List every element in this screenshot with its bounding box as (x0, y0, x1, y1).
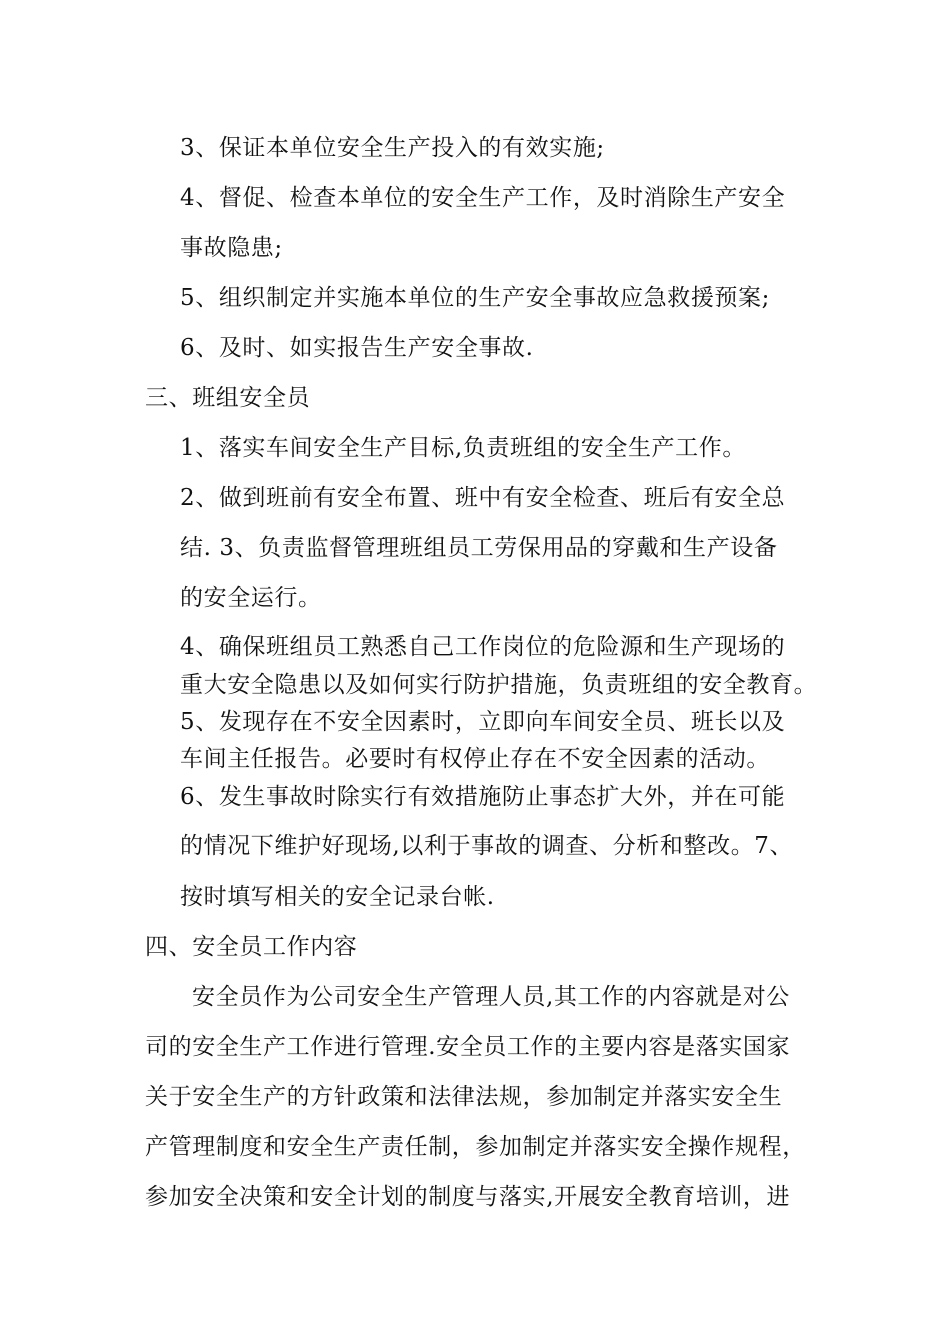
team-duty-line: 重大安全隐患以及如何实行防护措施，负责班组的安全教育。 (180, 672, 818, 698)
team-duty-line: 的安全运行。 (180, 585, 322, 611)
duty-item-5: 5、组织制定并实施本单位的生产安全事故应急救援预案; (180, 285, 770, 311)
section-heading-safety-officer-work: 四、安全员工作内容 (145, 934, 358, 960)
team-duty-line: 的情况下维护好现场,以利于事故的调查、分析和整改。7、 (180, 833, 794, 859)
team-duty-line: 结. 3、负责监督管理班组员工劳保用品的穿戴和生产设备 (180, 535, 778, 561)
body-paragraph-line: 产管理制度和安全生产责任制，参加制定并落实安全操作规程， (145, 1134, 806, 1160)
body-paragraph-line: 安全员作为公司安全生产管理人员,其工作的内容就是对公 (192, 984, 790, 1010)
team-duty-line: 2、做到班前有安全布置、班中有安全检查、班后有安全总 (180, 485, 786, 511)
body-paragraph-line: 关于安全生产的方针政策和法律法规，参加制定并落实安全生 (145, 1084, 783, 1110)
team-duty-line: 1、落实车间安全生产目标,负责班组的安全生产工作。 (180, 435, 746, 461)
body-paragraph-line: 司的安全生产工作进行管理.安全员工作的主要内容是落实国家 (145, 1034, 791, 1060)
team-duty-line: 6、发生事故时除实行有效措施防止事态扩大外，并在可能 (180, 784, 786, 810)
team-duty-line: 5、发现存在不安全因素时，立即向车间安全员、班长以及 (180, 709, 786, 735)
duty-item-6: 6、及时、如实报告生产安全事故. (180, 335, 534, 361)
body-paragraph-line: 参加安全决策和安全计划的制度与落实,开展安全教育培训，进 (145, 1184, 791, 1210)
duty-item-3: 3、保证本单位安全生产投入的有效实施; (180, 135, 605, 161)
section-heading-team-safety-officer: 三、班组安全员 (145, 385, 311, 411)
duty-item-4-cont: 事故隐患; (180, 235, 283, 261)
team-duty-line: 按时填写相关的安全记录台帐. (180, 884, 495, 910)
team-duty-line: 4、确保班组员工熟悉自己工作岗位的危险源和生产现场的 (180, 634, 786, 660)
duty-item-4: 4、督促、检查本单位的安全生产工作，及时消除生产安全 (180, 185, 786, 211)
team-duty-line: 车间主任报告。必要时有权停止存在不安全因素的活动。 (180, 746, 770, 772)
